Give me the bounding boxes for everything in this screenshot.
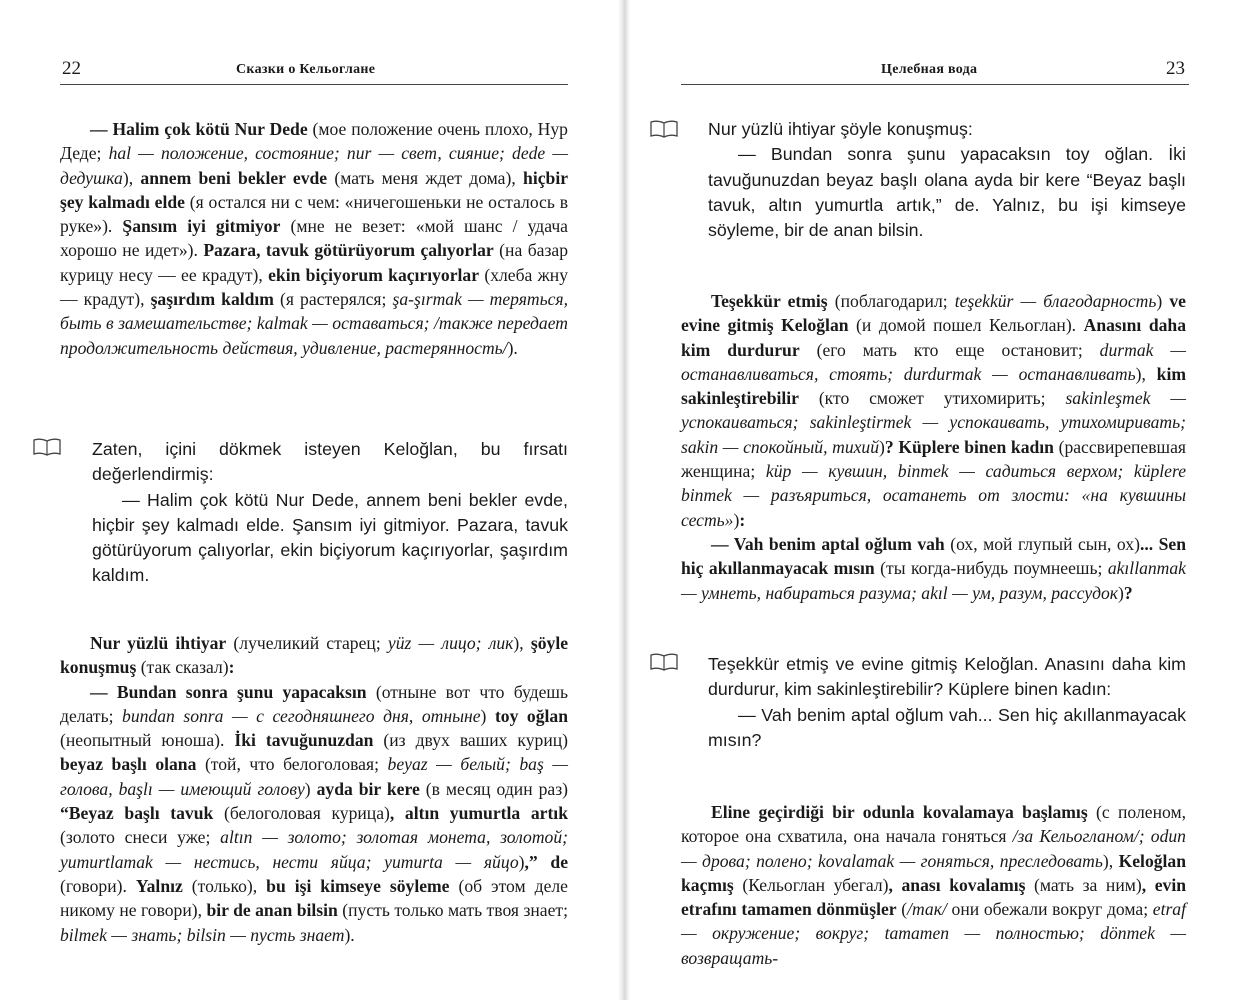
open-book-icon [649, 119, 679, 139]
page-number: 22 [62, 58, 81, 79]
running-head: Сказки о Кельоглане [236, 62, 376, 77]
open-book-icon [32, 437, 62, 457]
header-rule [60, 84, 568, 85]
left-page [0, 0, 620, 1000]
right-page [629, 0, 1249, 1000]
annotated-paragraph: — Halim çok kötü Nur Dede (мое положение очень плохо, Нур Деде; hal — положение, состояние; nur — свет, сияние; dede — дедушка), annem beni bekler evde (мать меня ждет дома), hiçbir şey kalmadı elde (я остался ни с чем: «ничегошеньки не осталось в руке»). Şansım iyi gitmiyor (мне не везет: «мой шанс / удача хорошо не идет»). Pazara, tavuk götürüyorum çalıyorlar (на базар курицу несу — ее крадут), ekin biçiyorum kaçırıyorlar (хлеба жну — крадут), şaşırdım kaldım (я растерялся; şa-şırmak — теряться, быть в замешательстве; kalmak — оставаться; /также передает продолжительность действия, удивление, растерянность/). [60, 119, 569, 358]
plain-text-paragraph: Zaten, içini dökmek isteyen Keloğlan, bu fırsatı değerlendirmiş: — Halim çok kötü Nur Dede, annem beni bekler evde, hiçbir şey kalmadı elde. Şansım iyi gitmiyor. Pazara, tavuk götürüyorum çalıyorlar, ekin biçiyorum kaçırıyorlar, şaşırdım kaldım. [92, 439, 568, 586]
plain-text-paragraph: Nur yüzlü ihtiyar şöyle konuşmuş: — Bundan sonra şunu yapacaksın toy oğlan. İki tavuğunuzdan beyaz başlı olana ayda bir kere “Beyaz başlı tavuk, altın yumurtla artık,” de. Yalnız, bu işi kimseye söyleme, bir de anan bilsin. [708, 119, 1186, 241]
open-book-icon [649, 652, 679, 672]
annotated-paragraph: Teşekkür etmiş (поблагодарил; teşekkür — благодарность) ve evine gitmiş Keloğlan (и домой пошел Кельоглан). Anasını daha kim durdurur (его мать кто еще остановит; durmak — останавливаться, стоять; durdurmak — останавливать), kim sakinleştirebilir (кто сможет утихомирить; sakinleşmek — успокаиваться; sakinleştirmek — успокаивать, утихомиривать; sakin — спокойный, тихий)? Küplere binen kadın (рассвирепевшая женщина; küp — кувшин, binmek — садиться верхом; küplere binmek — разъяриться, осатанеть от злости: «на кувшины сесть»): — Vah benim aptal oğlum vah (ох, мой глупый сын, ох)... Sen hiç akıllanmayacak mısın (ты когда-нибудь поумнеешь; akıllanmak — умнеть, набираться разума; akıl — ум, разум, рассудок)? [681, 291, 1187, 603]
annotated-paragraph: Nur yüzlü ihtiyar (лучеликий старец; yüz — лицо; лик), şöyle konuşmuş (так сказал): — Bundan sonra şunu yapacaksın (отныне вот что будешь делать; bundan sonra — с сегодняшнего дня, отныне) toy oğlan (неопытный юноша). İki tavuğunuzdan (из двух ваших куриц) beyaz başlı olana (той, что белоголовая; beyaz — белый; baş — голова, başlı — имеющий голову) ayda bir kere (в месяц один раз) “Beyaz başlı tavuk (белоголовая курица), altın yumurtla artık (золото снеси уже; altın — золото; золотая монета, золотой; yumurtlamak — нестись, нести яйца; yumurta — яйцо),” de (говори). Yalnız (только), bu işi kimseye söyleme (об этом деле никому не говори), bir de anan bilsin (пусть только мать твоя знает; bilmek — знать; bilsin — пусть знает). [60, 633, 569, 945]
page-number: 23 [1166, 58, 1185, 79]
running-head: Целебная вода [881, 62, 978, 77]
plain-text-paragraph: Teşekkür etmiş ve evine gitmiş Keloğlan. Anasını daha kim durdurur, kim sakinleştirebilir? Küplere binen kadın: — Vah benim aptal oğlum vah... Sen hiç akıllanmayacak mısın? [708, 654, 1186, 750]
header-rule [681, 84, 1189, 85]
annotated-paragraph: Eline geçirdiği bir odunla kovalamaya başlamış (с поленом, которое она схватила, она начала гоняться /за Кельогланом/; odun — дрова; полено; kovalamak — гоняться, преследовать), Keloğlan kaçmış (Кельоглан убегал), anası kovalamış (мать за ним), evin etrafını tamamen dönmüşler (/так/ они обежали вокруг дома; etraf — окружение; вокруг; tamamen — полностью; dönmek — возвращать- [681, 802, 1187, 968]
